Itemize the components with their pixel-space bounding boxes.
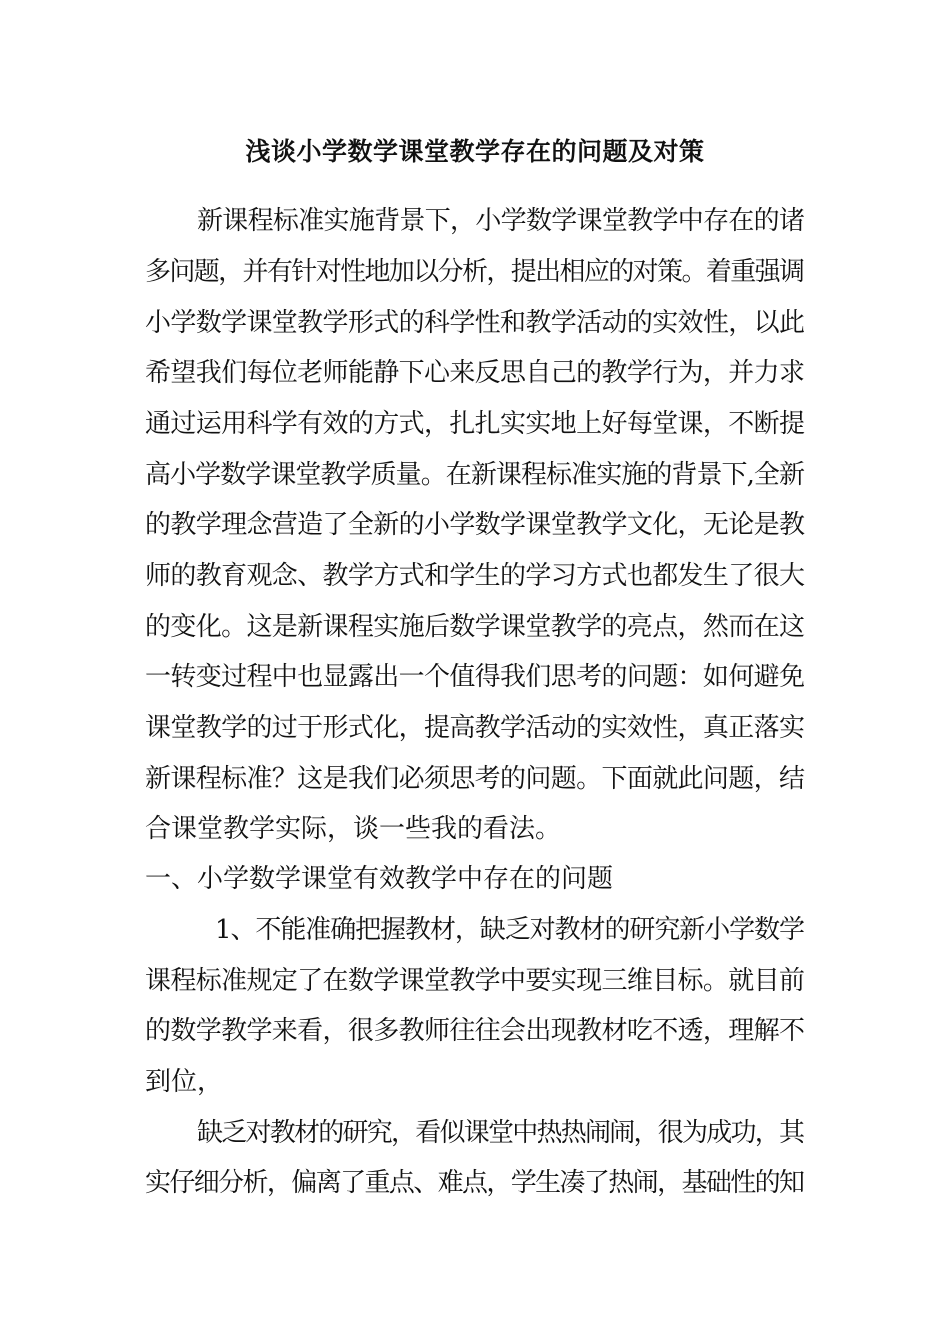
paragraph-line: 小学数学课堂教学形式的科学性和教学活动的实效性，以此 (145, 308, 805, 338)
paragraph-line: 合课堂教学实际，谈一些我的看法。 (145, 814, 562, 844)
document-title: 浅谈小学数学课堂教学存在的问题及对策 (245, 137, 705, 166)
paragraph-line: 高小学数学课堂教学质量。在新课程标准实施的背景下,全新 (145, 460, 805, 490)
paragraph-line: 一转变过程中也显露出一个值得我们思考的问题：如何避免 (145, 662, 805, 692)
paragraph-line: 到位， (145, 1067, 224, 1097)
paragraph-line: 的教学理念营造了全新的小学数学课堂教学文化，无论是教 (145, 510, 805, 540)
paragraph-line: 新课程标准实施背景下，小学数学课堂教学中存在的诸 (197, 206, 805, 236)
paragraph-line: 通过运用科学有效的方式，扎扎实实地上好每堂课，不断提 (145, 409, 805, 439)
paragraph-line: 多问题，并有针对性地加以分析，提出相应的对策。着重强调 (145, 257, 804, 287)
paragraph-line: 缺乏对教材的研究，看似课堂中热热闹闹，很为成功，其 (197, 1118, 804, 1148)
paragraph-line: 新课程标准？这是我们必须思考的问题。下面就此问题，结 (145, 764, 805, 794)
paragraph-line: 课程标准规定了在数学课堂教学中要实现三维目标。就目前 (145, 966, 805, 996)
paragraph-line: 1、不能准确把握教材，缺乏对教材的研究新小学数学 (215, 915, 804, 945)
paragraph-line: 的数学教学来看，很多教师往往会出现教材吃不透，理解不 (145, 1016, 805, 1046)
paragraph-line: 的变化。这是新课程实施后数学课堂教学的亮点，然而在这 (145, 612, 805, 642)
paragraph-line: 课堂教学的过于形式化，提高教学活动的实效性，真正落实 (145, 713, 805, 743)
section-heading: 一、小学数学课堂有效教学中存在的问题 (145, 864, 614, 894)
paragraph-line: 希望我们每位老师能静下心来反思自己的教学行为，并力求 (145, 358, 805, 388)
paragraph-line: 师的教育观念、教学方式和学生的学习方式也都发生了很大 (145, 561, 805, 591)
paragraph-line: 实仔细分析，偏离了重点、难点，学生凑了热闹，基础性的知 (145, 1168, 804, 1198)
